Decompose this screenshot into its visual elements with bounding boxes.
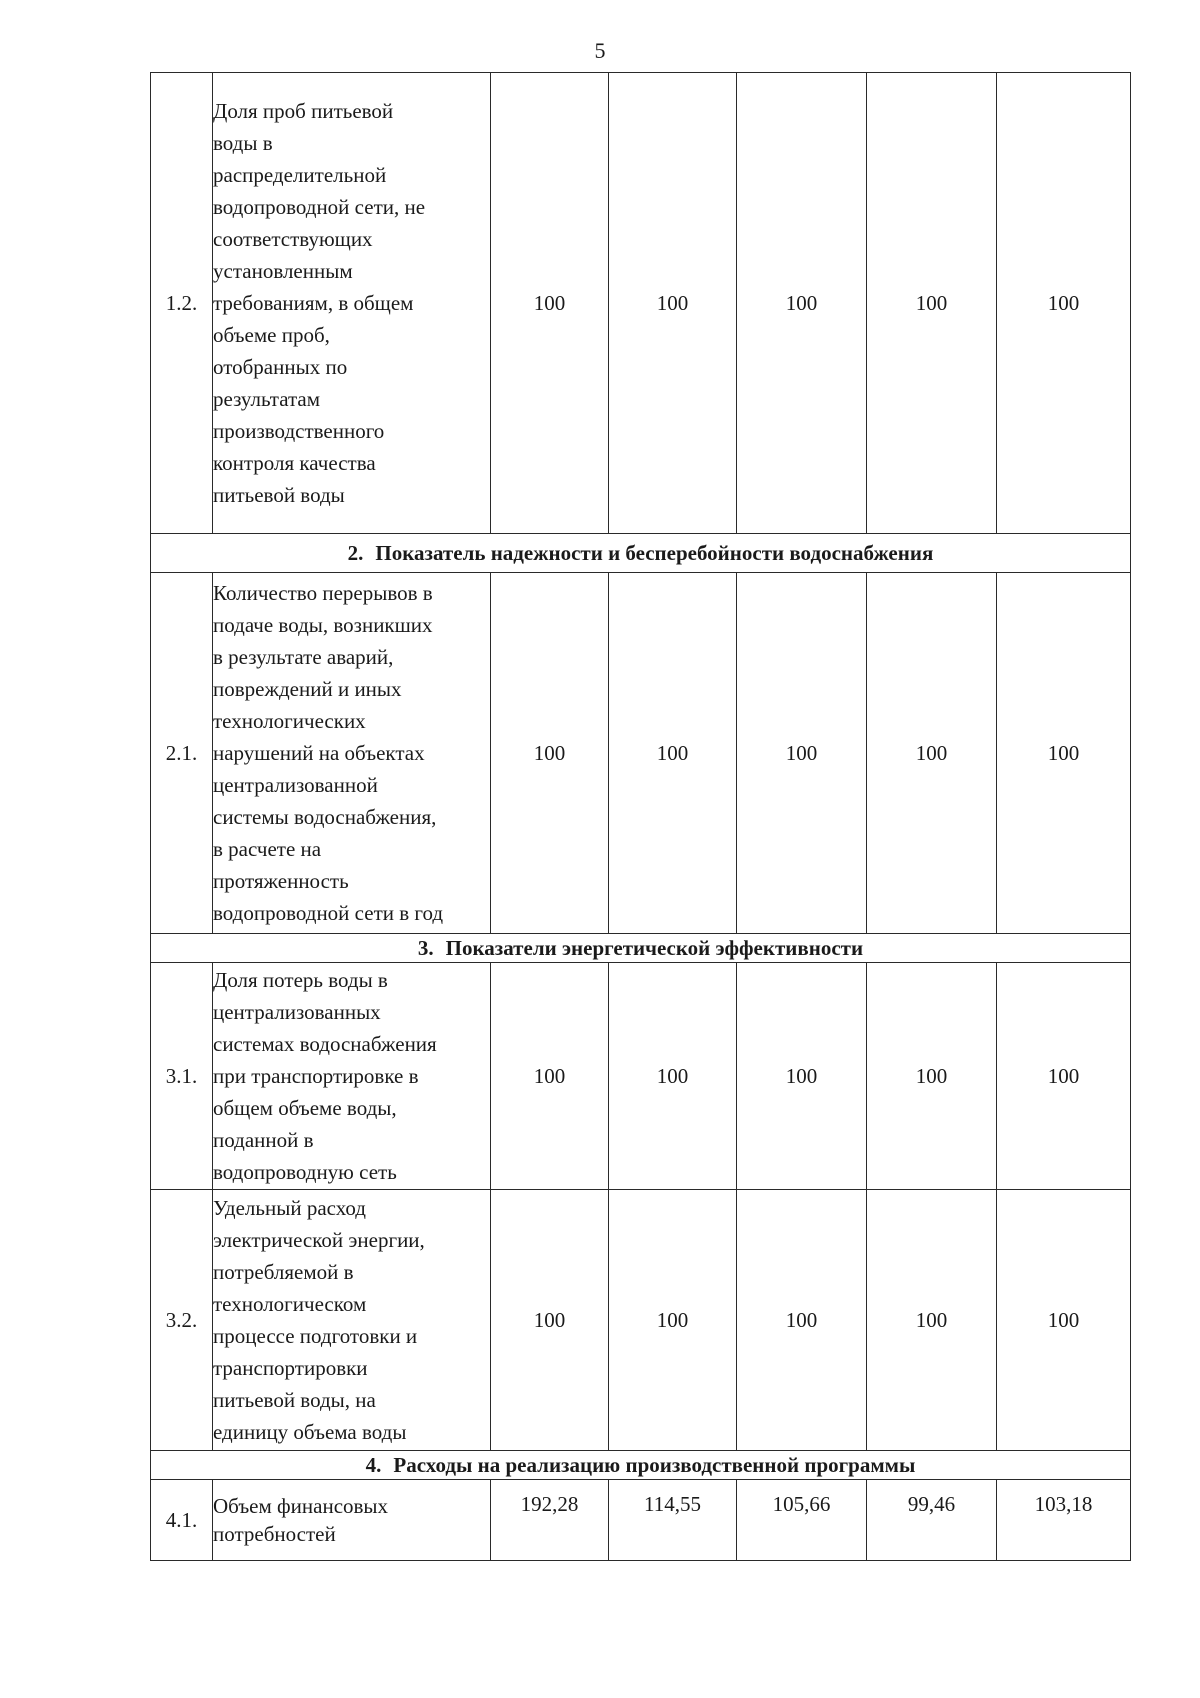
description-line: протяженность: [213, 869, 349, 893]
table-row: [151, 573, 1131, 934]
value-cell: 100: [867, 73, 997, 534]
description-line: контроля качества: [213, 451, 376, 475]
description-line: Удельный расход: [213, 1196, 366, 1220]
description-line: потребляемой в: [213, 1260, 354, 1284]
description-line: Объем финансовых: [213, 1494, 389, 1518]
value-cell: 105,66: [737, 1480, 867, 1561]
description-line: технологических: [213, 709, 366, 733]
row-description: [213, 1480, 491, 1561]
value-cell: 100: [737, 73, 867, 534]
value-cell: 100: [609, 573, 737, 934]
value-cell: 100: [997, 73, 1131, 534]
value-cell: 100: [491, 963, 609, 1190]
section-number: 3.: [417, 936, 434, 960]
section-header: [151, 534, 1131, 573]
description-line: Доля проб питьевой: [213, 99, 394, 123]
row-description: [213, 963, 491, 1190]
section-number: 4.: [365, 1453, 382, 1477]
description-line: соответствующих: [213, 227, 373, 251]
description-line: технологическом: [213, 1292, 367, 1316]
description-line: нарушений на объектах: [213, 741, 425, 765]
description-line: единицу объема воды: [213, 1420, 407, 1444]
value-cell: 100: [491, 73, 609, 534]
table-row: [151, 963, 1131, 1190]
section-title-cell: [151, 1451, 1131, 1480]
description-line: питьевой воды: [213, 483, 345, 507]
value-cell: 100: [997, 963, 1131, 1190]
value-cell: 100: [609, 1190, 737, 1451]
section-title-cell: [151, 534, 1131, 573]
value-cell: 103,18: [997, 1480, 1131, 1561]
description-line: процессе подготовки и: [213, 1324, 418, 1348]
value-cell: 99,46: [867, 1480, 997, 1561]
value-cell: 100: [867, 1190, 997, 1451]
table-row: [151, 1190, 1131, 1451]
page-number: 5: [594, 38, 606, 63]
section-title: Показатель надежности и бесперебойности водоснабжения: [375, 541, 934, 565]
description-line: распределительной: [213, 163, 387, 187]
description-line: системы водоснабжения,: [213, 805, 437, 829]
value-cell: 100: [997, 1190, 1131, 1451]
value-cell: 100: [867, 573, 997, 934]
value-cell: 100: [867, 963, 997, 1190]
value-cell: 100: [737, 963, 867, 1190]
section-title: Показатели энергетической эффективности: [445, 936, 864, 960]
row-number: 3.2.: [151, 1190, 213, 1451]
row-number: 4.1.: [151, 1480, 213, 1561]
indicators-table: [150, 72, 1131, 1561]
value-cell: 100: [997, 573, 1131, 934]
description-line: установленным: [213, 259, 353, 283]
description-line: общем объеме воды,: [213, 1096, 397, 1120]
description-line: водопроводной сети в год: [213, 901, 444, 925]
value-cell: 192,28: [491, 1480, 609, 1561]
description-line: потребностей: [213, 1522, 336, 1546]
description-line: водопроводной сети, не: [213, 195, 426, 219]
value-cell: 100: [609, 963, 737, 1190]
row-description: [213, 1190, 491, 1451]
table-row: [151, 73, 1131, 534]
description-line: Количество перерывов в: [213, 581, 433, 605]
section-title-cell: [151, 934, 1131, 963]
description-line: при транспортировке в: [213, 1064, 419, 1088]
value-cell: 100: [737, 1190, 867, 1451]
description-line: электрической энергии,: [213, 1228, 425, 1252]
description-line: системах водоснабжения: [213, 1032, 437, 1056]
value-cell: 114,55: [609, 1480, 737, 1561]
description-line: централизованных: [213, 1000, 381, 1024]
section-header: [151, 1451, 1131, 1480]
description-line: транспортировки: [213, 1356, 368, 1380]
description-line: питьевой воды, на: [213, 1388, 376, 1412]
value-cell: 100: [491, 573, 609, 934]
description-line: в результате аварий,: [213, 645, 394, 669]
section-number: 2.: [347, 541, 364, 565]
table-row: [151, 1480, 1131, 1561]
row-description: [213, 573, 491, 934]
description-line: подаче воды, возникших: [213, 613, 433, 637]
description-line: производственного: [213, 419, 385, 443]
row-number: 1.2.: [151, 73, 213, 534]
description-line: водопроводную сеть: [213, 1160, 397, 1184]
description-line: результатам: [213, 387, 321, 411]
row-number: 3.1.: [151, 963, 213, 1190]
value-cell: 100: [491, 1190, 609, 1451]
description-line: воды в: [213, 131, 273, 155]
description-line: централизованной: [213, 773, 378, 797]
value-cell: 100: [737, 573, 867, 934]
description-line: объеме проб,: [213, 323, 330, 347]
description-line: требованиям, в общем: [213, 291, 414, 315]
row-description: [213, 73, 491, 534]
section-header: [151, 934, 1131, 963]
value-cell: 100: [609, 73, 737, 534]
description-line: Доля потерь воды в: [213, 968, 388, 992]
description-line: в расчете на: [213, 837, 322, 861]
description-line: поданной в: [213, 1128, 314, 1152]
description-line: повреждений и иных: [213, 677, 402, 701]
description-line: отобранных по: [213, 355, 348, 379]
section-title: Расходы на реализацию производственной программы: [393, 1453, 916, 1477]
row-number: 2.1.: [151, 573, 213, 934]
